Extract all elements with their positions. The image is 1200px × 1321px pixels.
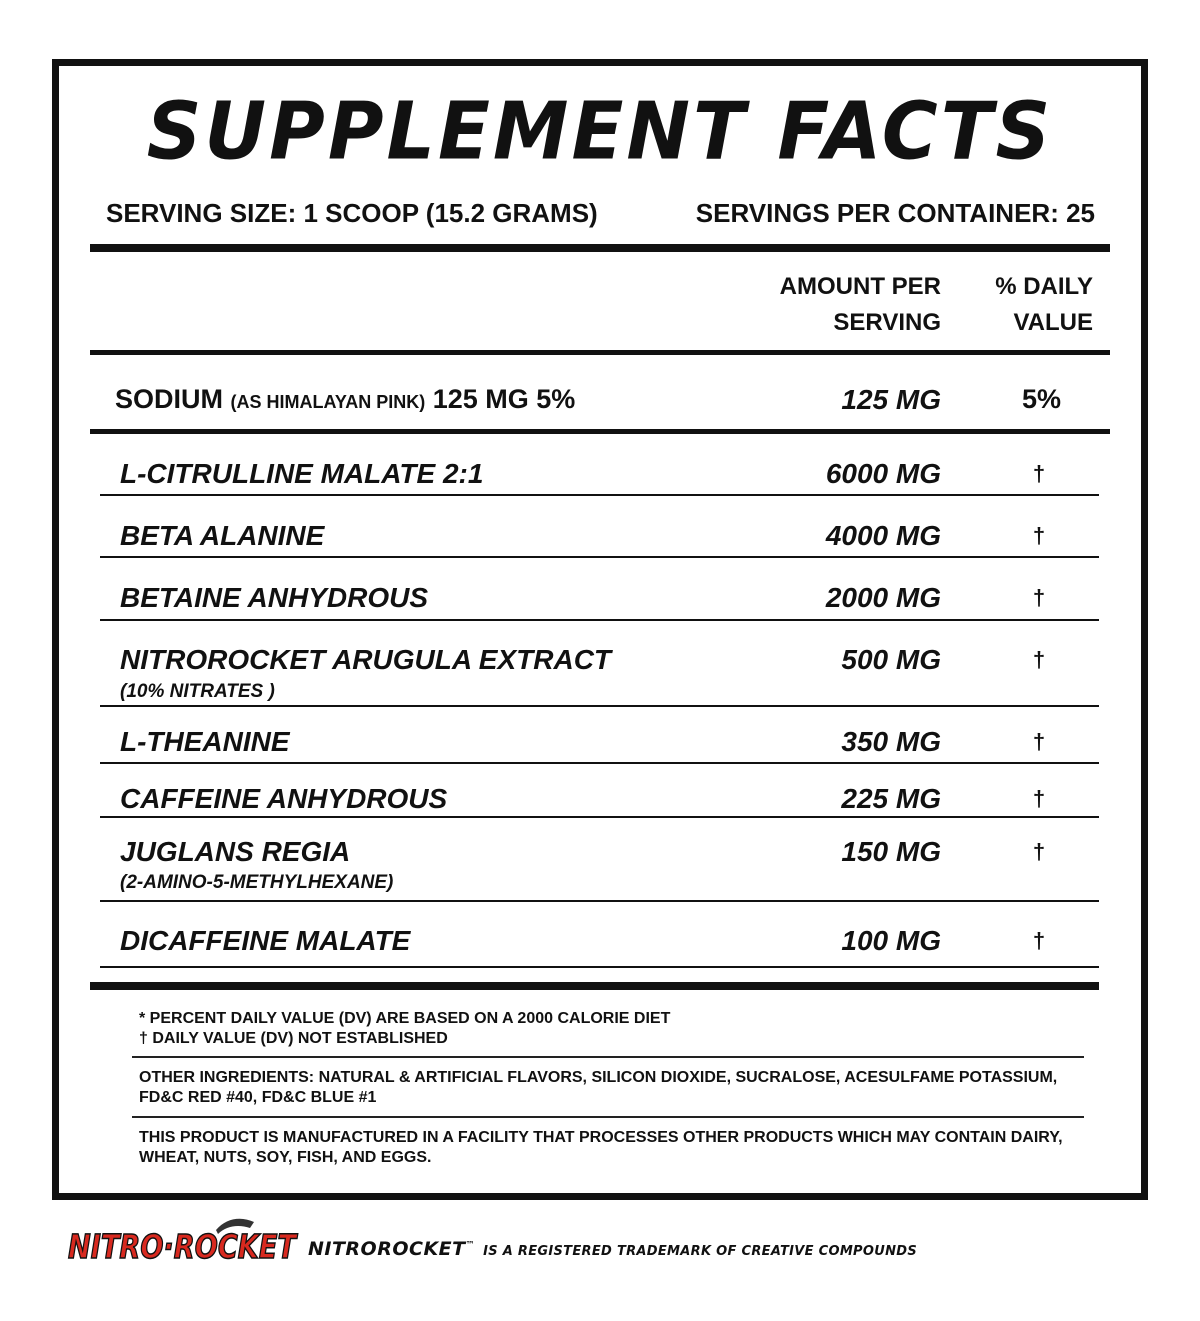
row-divider: [100, 619, 1099, 621]
sodium-amount: 125 MG: [841, 384, 941, 415]
ingredient-name: L-CITRULLINE MALATE 2:1: [120, 458, 484, 489]
ingredient-dv: †: [1032, 729, 1046, 754]
ingredient-dv: †: [1032, 461, 1046, 486]
ingredient-amount: 100 MG: [841, 925, 941, 956]
nitrorocket-logo: [66, 1216, 300, 1264]
ingredient-subtitle: (10% NITRATES ): [120, 681, 275, 702]
brand-name: NITROROCKET: [308, 1238, 466, 1260]
sodium-source: (AS HIMALAYAN PINK): [230, 392, 426, 412]
row-divider: [100, 705, 1099, 707]
ingredient-name: DICAFFEINE MALATE: [120, 925, 411, 956]
row-divider: [100, 900, 1099, 902]
ingredient-dv: †: [1032, 928, 1046, 953]
footnote-divider: [132, 1056, 1084, 1058]
ingredient-amount: 350 MG: [841, 726, 941, 757]
ingredient-name: BETA ALANINE: [120, 520, 325, 551]
ingredient-name: NITROROCKET ARUGULA EXTRACT: [120, 644, 612, 675]
serving-size: SERVING SIZE: 1 SCOOP (15.2 GRAMS): [106, 198, 598, 228]
other-ingredients: OTHER INGREDIENTS: NATURAL & ARTIFICIAL FLAVORS, SILICON DIOXIDE, SUCRALOSE, ACESULFAME POTASSIUM, FD&C RED #40, FD&C BLUE #1: [139, 1069, 1058, 1106]
logo-graphic: [66, 1216, 300, 1264]
ingredient-subtitle: (2-AMINO-5-METHYLHEXANE): [120, 872, 394, 893]
ingredient-amount: 4000 MG: [825, 520, 941, 551]
dagger-footnote: † DAILY VALUE (DV) NOT ESTABLISHED: [139, 1030, 448, 1047]
amount-header-line1: AMOUNT PER: [779, 273, 941, 300]
supplement-facts-panel: [52, 59, 1148, 1200]
trademark-tagline: IS A REGISTERED TRADEMARK OF CREATIVE COMPOUNDS: [483, 1244, 918, 1259]
row-divider: [100, 966, 1099, 968]
divider-medium: [90, 429, 1110, 434]
dv-header-line2: VALUE: [1013, 309, 1093, 336]
page-title: SUPPLEMENT FACTS: [146, 83, 1054, 178]
ingredient-amount: 6000 MG: [825, 458, 941, 489]
ingredient-dv: †: [1032, 647, 1046, 672]
servings-per-container: SERVINGS PER CONTAINER: 25: [695, 198, 1095, 228]
dv-footnote: * PERCENT DAILY VALUE (DV) ARE BASED ON A 2000 CALORIE DIET: [139, 1010, 671, 1027]
row-divider: [100, 816, 1099, 818]
row-divider: [100, 494, 1099, 496]
sodium-suffix: 125 MG 5%: [432, 384, 576, 414]
ingredient-name: JUGLANS REGIA: [120, 836, 351, 867]
ingredient-name: CAFFEINE ANHYDROUS: [120, 783, 448, 814]
sodium-name: SODIUM: [115, 384, 223, 414]
ingredient-dv: †: [1032, 523, 1046, 548]
divider-medium: [90, 350, 1110, 355]
logo-wordmark: NITRO·ROCKET: [68, 1227, 299, 1266]
amount-header-line2: SERVING: [833, 309, 941, 336]
ingredient-amount: 500 MG: [841, 644, 941, 675]
trademark-symbol: ™: [465, 1240, 476, 1251]
ingredient-dv: †: [1032, 839, 1046, 864]
ingredient-amount: 2000 MG: [825, 582, 941, 613]
divider-thick: [90, 244, 1110, 252]
amount-column-header: [780, 269, 941, 341]
ingredient-dv: †: [1032, 585, 1046, 610]
ingredient-name: L-THEANINE: [120, 726, 290, 757]
dv-header-line1: % DAILY: [995, 273, 1093, 300]
dv-column-header: [995, 269, 1093, 341]
row-divider: [100, 556, 1099, 558]
ingredient-name: BETAINE ANHYDROUS: [120, 582, 429, 613]
sodium-dv: 5%: [1021, 384, 1062, 414]
allergen-statement: THIS PRODUCT IS MANUFACTURED IN A FACILITY THAT PROCESSES OTHER PRODUCTS WHICH MAY CONTAIN DAIRY, WHEAT, NUTS, SOY, FISH, AND EGGS.: [139, 1129, 1063, 1166]
trademark-notice: [308, 1238, 917, 1260]
ingredient-dv: †: [1032, 786, 1046, 811]
sodium-row-label: [115, 384, 575, 415]
ingredient-amount: 225 MG: [841, 783, 941, 814]
footnotes: [139, 1009, 1089, 1049]
divider-thick: [90, 982, 1099, 990]
footnote-divider: [132, 1116, 1084, 1118]
row-divider: [100, 762, 1099, 764]
ingredient-amount: 150 MG: [841, 836, 941, 867]
